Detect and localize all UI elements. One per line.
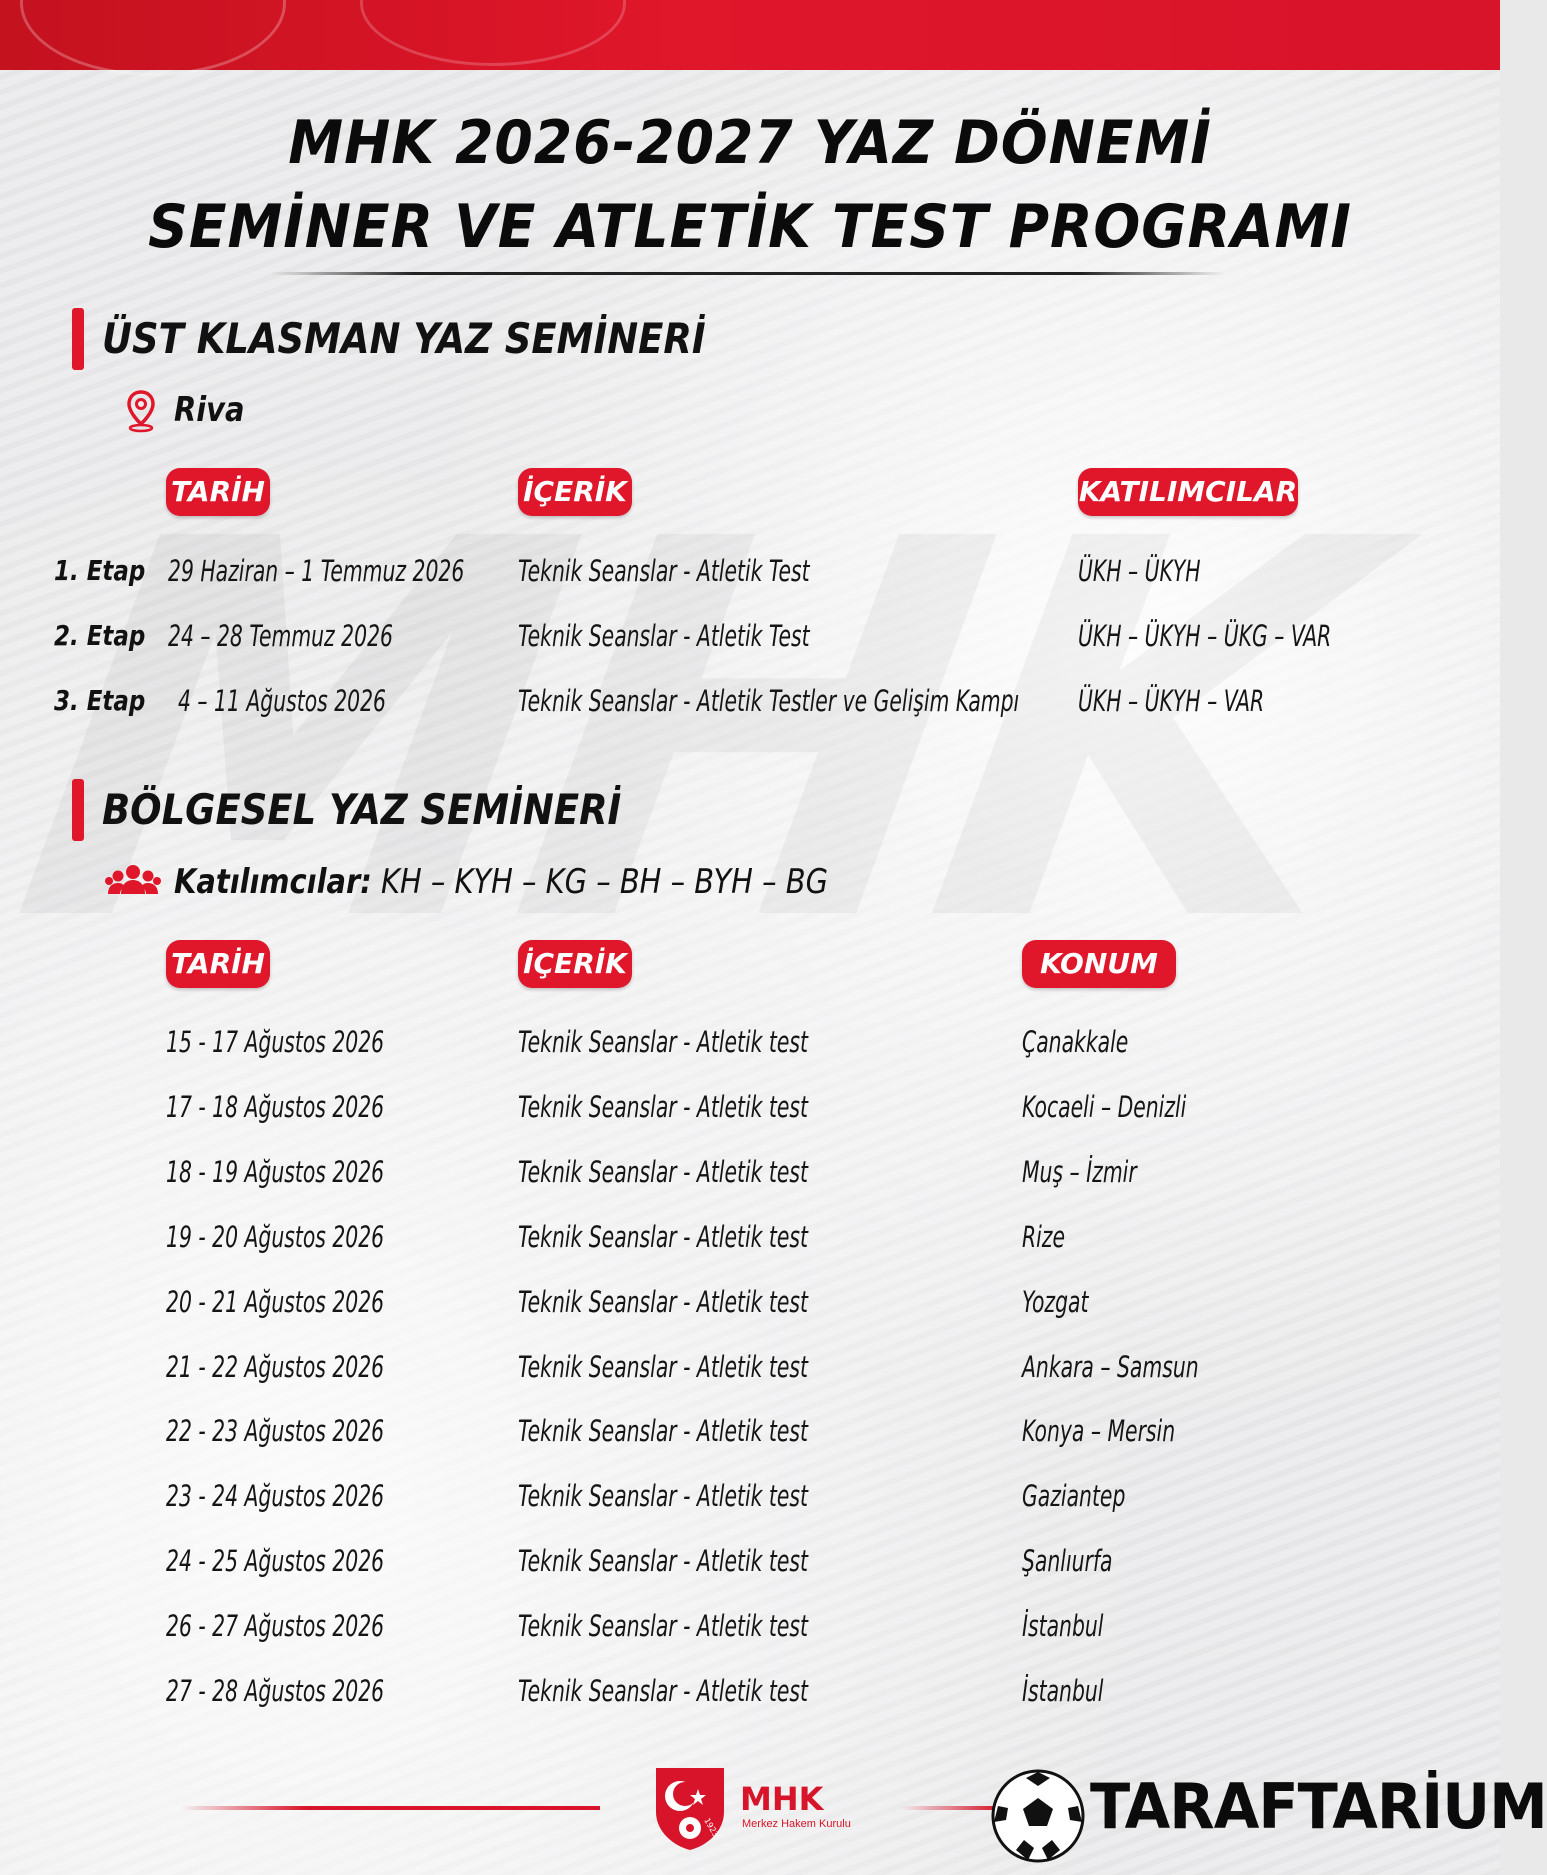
- table-cell-location: Konya – Mersin: [1022, 1414, 1176, 1448]
- table-cell-location: Rize: [1022, 1220, 1066, 1254]
- page-title-line2: SEMİNER VE ATLETİK TEST PROGRAMI: [148, 192, 1352, 262]
- table-cell-date: 23 - 24 Ağustos 2026: [166, 1479, 385, 1513]
- taraftarium-brand: TARAFTARİUM: [1090, 1770, 1547, 1843]
- mhk-crest-icon: [650, 1762, 730, 1852]
- table-cell-content: Teknik Seanslar - Atletik test: [518, 1674, 808, 1708]
- section2-header-content: İÇERİK: [518, 940, 632, 988]
- soccer-ball-icon: [990, 1768, 1086, 1864]
- map-pin-icon: [126, 390, 156, 432]
- section1-header-date: TARİH: [166, 468, 270, 516]
- table-cell-date: 20 - 21 Ağustos 2026: [166, 1285, 385, 1319]
- participants-label: Katılımcılar:: [174, 862, 372, 902]
- table-cell-location: Gaziantep: [1022, 1479, 1126, 1513]
- table-cell-content: Teknik Seanslar - Atletik test: [518, 1025, 808, 1059]
- stage-label: 1. Etap: [54, 554, 146, 587]
- stage-label: 3. Etap: [54, 684, 146, 717]
- page-title-line1: MHK 2026-2027 YAZ DÖNEMİ: [288, 108, 1212, 178]
- table-cell-content: Teknik Seanslar - Atletik test: [518, 1220, 808, 1254]
- section2-accent-bar: [72, 779, 84, 841]
- table-cell-location: Yozgat: [1022, 1285, 1089, 1319]
- stage-label: 2. Etap: [54, 619, 146, 652]
- section1-accent-bar: [72, 308, 84, 370]
- table-cell-date: 29 Haziran – 1 Temmuz 2026: [168, 554, 465, 588]
- section2-header-date: TARİH: [166, 940, 270, 988]
- table-cell-content: Teknik Seanslar - Atletik test: [518, 1090, 808, 1124]
- table-cell-content: Teknik Seanslar - Atletik test: [518, 1544, 808, 1578]
- section2-header-location: KONUM: [1022, 940, 1176, 988]
- table-cell-content: Teknik Seanslar - Atletik test: [518, 1155, 808, 1189]
- table-cell-date: 27 - 28 Ağustos 2026: [166, 1674, 385, 1708]
- table-cell-content: Teknik Seanslar - Atletik test: [518, 1414, 808, 1448]
- banner-crest-decoration: [360, 0, 626, 66]
- table-cell-date: 24 - 25 Ağustos 2026: [166, 1544, 385, 1578]
- table-cell-date: 22 - 23 Ağustos 2026: [166, 1414, 385, 1448]
- section1-header-participants: KATILIMCILAR: [1078, 468, 1298, 516]
- table-cell-content: Teknik Seanslar - Atletik Testler ve Gelişim Kampı: [518, 684, 1020, 718]
- table-cell-date: 26 - 27 Ağustos 2026: [166, 1609, 385, 1643]
- footer-line-right: [900, 1806, 1000, 1810]
- table-cell-content: Teknik Seanslar - Atletik test: [518, 1609, 808, 1643]
- table-cell-date: 21 - 22 Ağustos 2026: [166, 1350, 385, 1384]
- table-cell-date: 24 – 28 Temmuz 2026: [168, 619, 393, 653]
- table-cell-date: 15 - 17 Ağustos 2026: [166, 1025, 385, 1059]
- table-cell-content: Teknik Seanslar - Atletik test: [518, 1285, 808, 1319]
- table-cell-date: 18 - 19 Ağustos 2026: [166, 1155, 385, 1189]
- section2-participants: [174, 862, 828, 902]
- table-cell-location: İstanbul: [1022, 1674, 1104, 1708]
- table-cell-participants: ÜKH – ÜKYH: [1078, 554, 1201, 588]
- top-banner: [0, 0, 1500, 70]
- table-cell-date: 19 - 20 Ağustos 2026: [166, 1220, 385, 1254]
- table-cell-location: Çanakkale: [1022, 1025, 1129, 1059]
- table-cell-content: Teknik Seanslar - Atletik test: [518, 1479, 808, 1513]
- section1-title: ÜST KLASMAN YAZ SEMİNERİ: [102, 314, 706, 363]
- table-cell-location: İstanbul: [1022, 1609, 1104, 1643]
- banner-ball-decoration: [20, 0, 286, 76]
- section2-title: BÖLGESEL YAZ SEMİNERİ: [102, 785, 622, 834]
- table-cell-location: Ankara – Samsun: [1022, 1350, 1199, 1384]
- table-cell-participants: ÜKH – ÜKYH – ÜKG – VAR: [1078, 619, 1332, 653]
- table-cell-content: Teknik Seanslar - Atletik Test: [518, 619, 810, 653]
- participants-value: KH – KYH – KG – BH – BYH – BG: [371, 862, 828, 902]
- table-cell-content: Teknik Seanslar - Atletik test: [518, 1350, 808, 1384]
- section1-header-content: İÇERİK: [518, 468, 632, 516]
- group-icon: [104, 862, 162, 902]
- footer-mhk-subtitle: Merkez Hakem Kurulu: [742, 1818, 851, 1830]
- table-cell-location: Muş – İzmir: [1022, 1155, 1137, 1189]
- footer-mhk-label: MHK: [740, 1780, 824, 1818]
- table-cell-participants: ÜKH – ÜKYH – VAR: [1078, 684, 1265, 718]
- table-cell-location: Kocaeli – Denizli: [1022, 1090, 1187, 1124]
- title-divider: [270, 272, 1225, 275]
- table-cell-content: Teknik Seanslar - Atletik Test: [518, 554, 810, 588]
- table-cell-location: Şanlıurfa: [1022, 1544, 1113, 1578]
- table-cell-date: 17 - 18 Ağustos 2026: [166, 1090, 385, 1124]
- crest-year: 1923: [702, 1816, 721, 1839]
- table-cell-date: 4 – 11 Ağustos 2026: [178, 684, 387, 718]
- section1-location: Riva: [174, 390, 245, 430]
- footer-line-left: [180, 1806, 600, 1810]
